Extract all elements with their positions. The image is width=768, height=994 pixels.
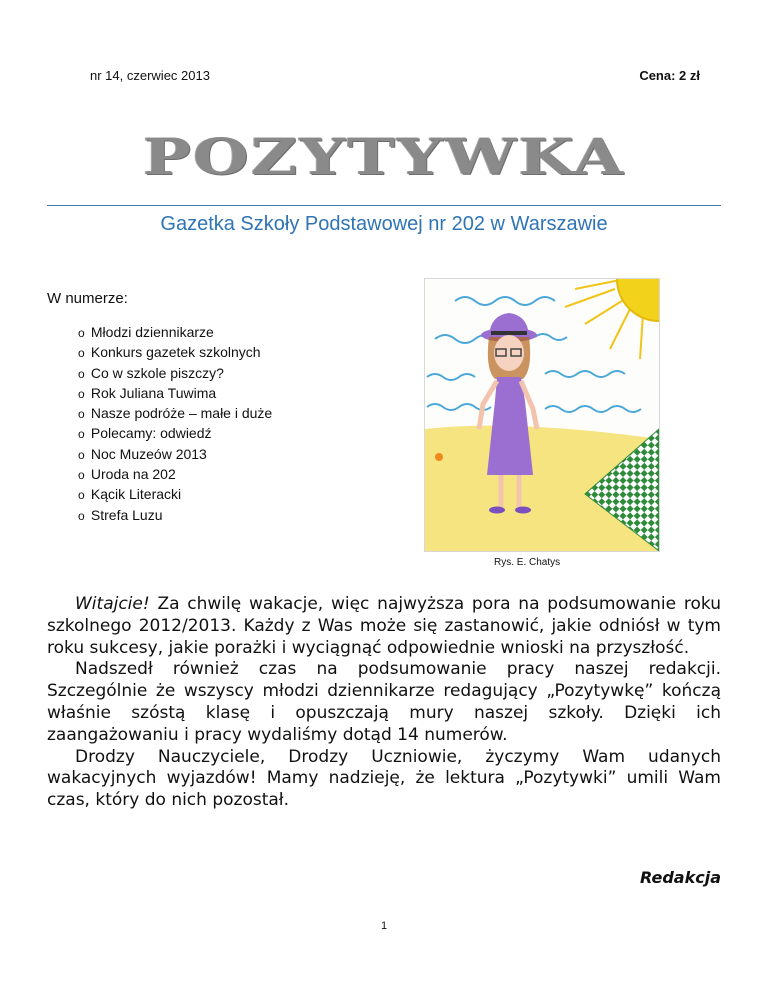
bullet-icon: o xyxy=(78,366,85,381)
issue-info: nr 14, czerwiec 2013 xyxy=(90,68,210,83)
bullet-icon: o xyxy=(78,447,85,462)
bullet-icon: o xyxy=(78,468,85,483)
greeting: Witajcie! xyxy=(75,594,150,614)
bullet-icon: o xyxy=(78,508,85,523)
paragraph: Drodzy Nauczyciele, Drodzy Uczniowie, życzymy Wam udanych wakacyjnych wyjazdów! Mamy nadzieję, że lektura „Pozytywki” umili Wam czas, który do nich pozostał. xyxy=(47,746,721,811)
toc-heading: W numerze: xyxy=(47,290,128,307)
toc-item: o Rok Juliana Tuwima xyxy=(78,383,272,403)
illustration-caption: Rys. E. Chatys xyxy=(494,557,561,568)
toc-item: o Co w szkole piszczy? xyxy=(78,363,272,383)
toc-item: o Uroda na 202 xyxy=(78,464,272,484)
toc-item: o Strefa Luzu xyxy=(78,505,272,525)
toc-item: o Konkurs gazetek szkolnych xyxy=(78,342,272,362)
page-number: 1 xyxy=(380,920,388,932)
masthead-title: POZYTYWKA xyxy=(142,128,626,187)
bullet-icon: o xyxy=(78,427,85,442)
price: Cena: 2 zł xyxy=(639,68,700,83)
masthead-subtitle: Gazetka Szkoły Podstawowej nr 202 w Warszawie xyxy=(160,213,608,235)
bullet-icon: o xyxy=(78,326,85,340)
bullet-icon: o xyxy=(78,386,85,401)
beach-girl-illustration xyxy=(424,278,660,552)
editorial-article xyxy=(47,594,721,812)
bullet-icon: o xyxy=(78,407,85,422)
paragraph: Nadszedł również czas na podsumowanie pracy naszej redakcji. Szczególnie że wszyscy młodzi dziennikarze redagujący „Pozytywkę” kończą właśnie szóstą klasę i opuszczają mury naszej szkoły. Dzięki ich zaangażowaniu i pracy wydaliśmy dotąd 14 numerów. xyxy=(47,659,721,745)
bullet-icon: o xyxy=(78,346,85,361)
toc-item: o Noc Muzeów 2013 xyxy=(78,444,272,464)
toc-list xyxy=(78,322,272,525)
toc-item: o Nasze podróże – małe i duże xyxy=(78,403,272,423)
toc-item: o Polecamy: odwiedź xyxy=(78,423,272,443)
toc-item: o Kącik Literacki xyxy=(78,484,272,504)
masthead-divider xyxy=(47,205,721,206)
signature: Redakcja xyxy=(639,868,721,887)
bullet-icon: o xyxy=(78,488,85,503)
toc-item: o Młodzi dziennikarze xyxy=(78,322,272,342)
paragraph: Witajcie! Za chwilę wakacje, więc najwyższa pora na podsumowanie roku szkolnego 2012/2013. Każdy z Was może się zastanowić, jakie odniósł w tym roku sukcesy, jakie porażki i wyciągnąć odpowiednie wnioski na przyszłość. xyxy=(47,594,721,658)
